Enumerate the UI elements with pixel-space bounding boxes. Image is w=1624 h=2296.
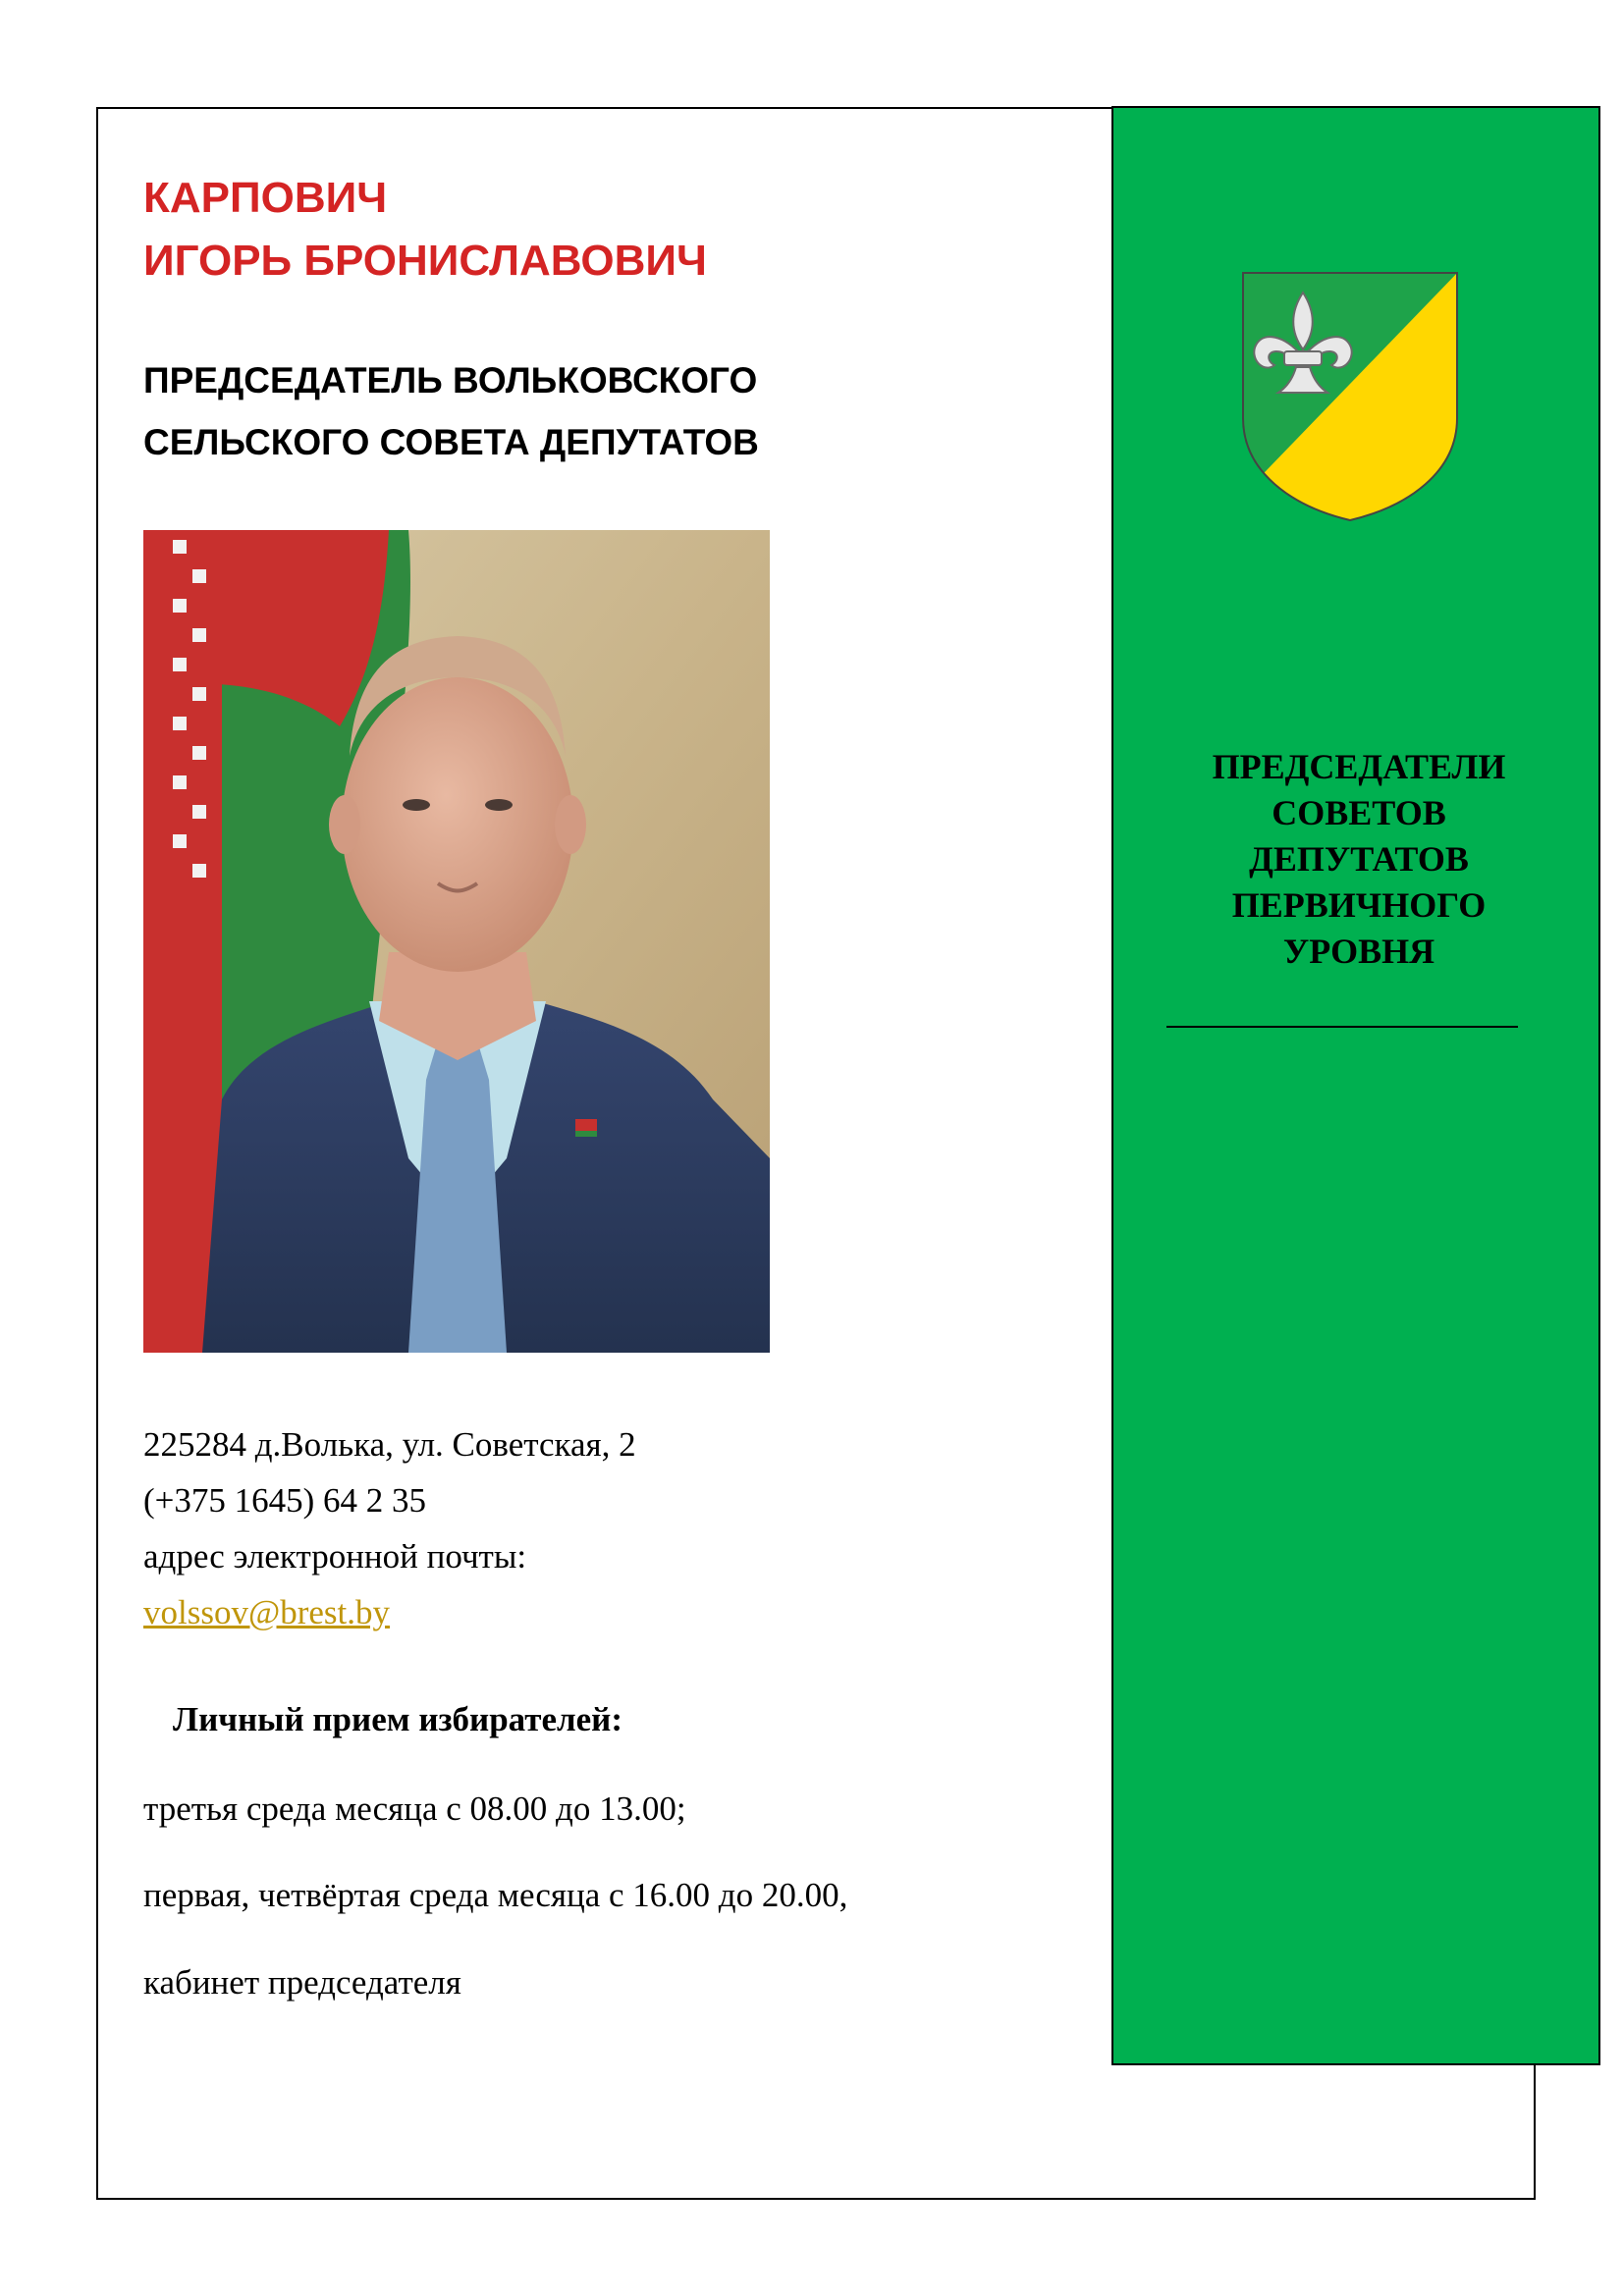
sidebar-title-line: ПЕРВИЧНОГО (1231, 885, 1487, 925)
contacts-block (143, 1416, 636, 1640)
email-label: адрес электронной почты: (143, 1537, 527, 1575)
reception-title: Личный прием избирателей: (173, 1700, 623, 1738)
reception-line-3: кабинет председателя (143, 1963, 461, 2002)
sidebar-panel (1111, 106, 1600, 2065)
coat-of-arms-icon (1241, 271, 1459, 522)
position-line-1: ПРЕДСЕДАТЕЛЬ ВОЛЬКОВСКОГО (143, 360, 758, 400)
reception-line-2: первая, четвёртая среда месяца с 16.00 до 20.00, (143, 1876, 848, 1914)
email-link[interactable]: volssov@brest.by (143, 1593, 390, 1631)
reception-line-1: третья среда месяца с 08.00 до 13.00; (143, 1789, 686, 1828)
sidebar-title-line: УРОВНЯ (1282, 932, 1435, 971)
address: 225284 д.Волька, ул. Советская, 2 (143, 1425, 636, 1464)
phone: (+375 1645) 64 2 35 (143, 1481, 427, 1520)
sidebar-title-line: ПРЕДСЕДАТЕЛИ (1212, 747, 1506, 786)
sidebar-title-line: ДЕПУТАТОВ (1249, 839, 1469, 879)
person-name (143, 167, 707, 293)
position-line-2: СЕЛЬСКОГО СОВЕТА ДЕПУТАТОВ (143, 422, 759, 462)
sidebar-title (1153, 744, 1565, 975)
sidebar-title-line: СОВЕТОВ (1272, 793, 1446, 832)
portrait-photo (143, 530, 770, 1353)
sidebar-divider (1166, 1026, 1518, 1028)
person-position (143, 349, 759, 473)
person-given-names: ИГОРЬ БРОНИСЛАВОВИЧ (143, 237, 707, 285)
person-surname: КАРПОВИЧ (143, 174, 388, 222)
